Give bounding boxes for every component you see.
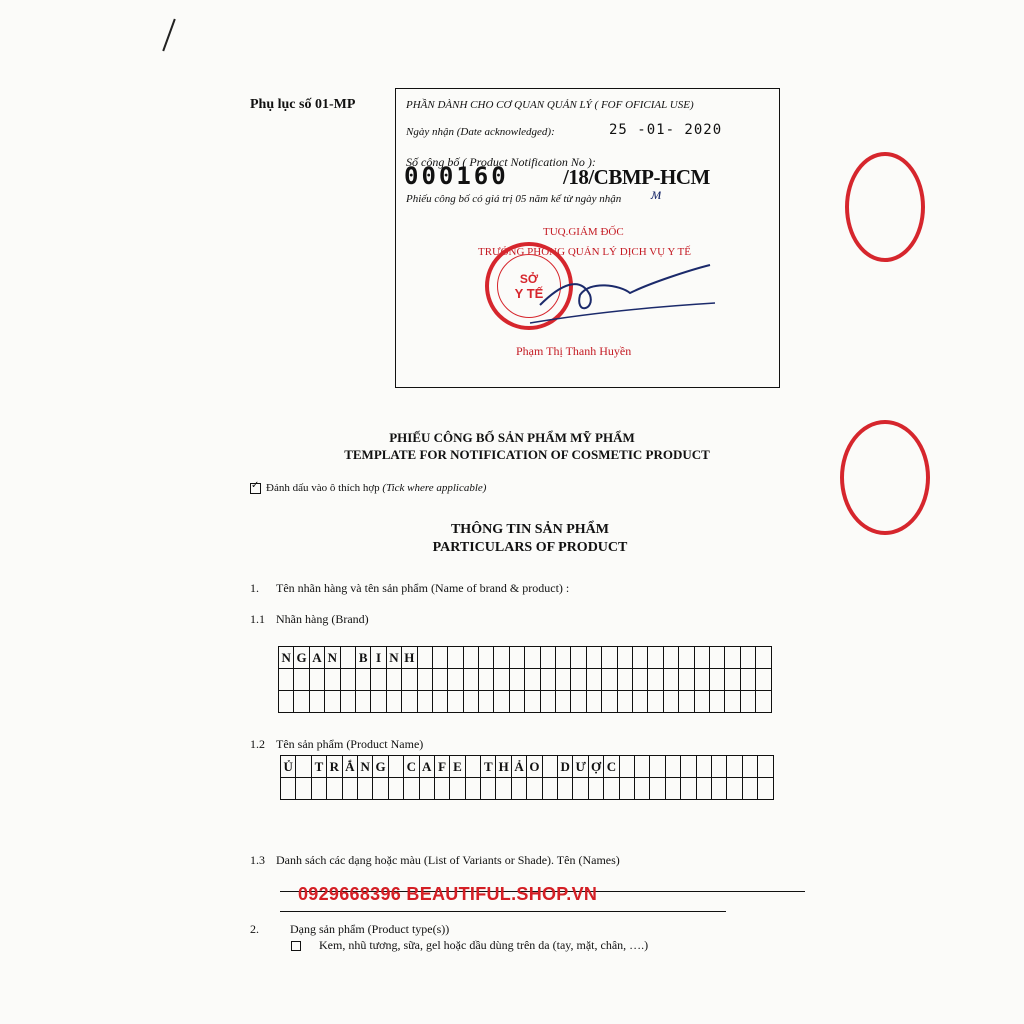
grid-cell: Ủ bbox=[281, 756, 296, 778]
grid-cell bbox=[309, 669, 324, 691]
grid-cell bbox=[463, 669, 478, 691]
grid-cell: R bbox=[327, 756, 342, 778]
item-number: 1.3 bbox=[250, 853, 265, 867]
grid-cell bbox=[294, 691, 309, 713]
side-stamp-top bbox=[845, 152, 925, 262]
grid-cell bbox=[479, 647, 494, 669]
grid-cell bbox=[355, 669, 370, 691]
grid-cell bbox=[509, 691, 524, 713]
form-title-vn: PHIẾU CÔNG BỐ SẢN PHẨM MỸ PHẨM bbox=[389, 430, 635, 445]
grid-cell bbox=[542, 778, 557, 800]
grid-cell bbox=[448, 691, 463, 713]
grid-cell bbox=[496, 778, 511, 800]
grid-cell: G bbox=[294, 647, 309, 669]
notification-number-label: Số công bố ( Product Notification No ): bbox=[406, 155, 596, 169]
grid-cell bbox=[402, 669, 417, 691]
grid-cell bbox=[725, 647, 740, 669]
grid-cell bbox=[742, 778, 757, 800]
tick-note-en: (Tick where applicable) bbox=[382, 482, 487, 494]
item-label: Dạng sản phẩm (Product type(s)) bbox=[290, 922, 450, 936]
stamp-text-2: Y TẾ bbox=[514, 285, 544, 301]
grid-cell bbox=[402, 691, 417, 713]
grid-cell bbox=[586, 647, 601, 669]
grid-cell bbox=[727, 778, 742, 800]
grid-cell bbox=[758, 756, 773, 778]
grid-cell: D bbox=[558, 756, 573, 778]
grid-cell: Ư bbox=[573, 756, 588, 778]
grid-cell bbox=[586, 691, 601, 713]
grid-cell: G bbox=[373, 756, 388, 778]
grid-cell bbox=[511, 778, 526, 800]
grid-cell bbox=[327, 778, 342, 800]
grid-cell bbox=[417, 691, 432, 713]
brand-grid bbox=[278, 646, 772, 713]
grid-cell bbox=[619, 756, 634, 778]
grid-cell bbox=[709, 669, 724, 691]
product-type-option-1 bbox=[291, 938, 648, 953]
grid-cell bbox=[388, 778, 403, 800]
grid-cell bbox=[709, 647, 724, 669]
grid-cell: N bbox=[279, 647, 294, 669]
grid-cell: H bbox=[402, 647, 417, 669]
grid-cell bbox=[311, 778, 326, 800]
grid-cell bbox=[634, 756, 649, 778]
checked-box-icon bbox=[250, 483, 261, 494]
grid-cell bbox=[665, 778, 680, 800]
option-label: Kem, nhũ tương, sữa, gel hoặc dầu dùng trên da (tay, mặt, chân, ….) bbox=[319, 938, 649, 952]
grid-cell bbox=[294, 669, 309, 691]
form-title-en: TEMPLATE FOR NOTIFICATION OF COSMETIC PRODUCT bbox=[344, 447, 710, 462]
grid-cell bbox=[681, 756, 696, 778]
grid-cell bbox=[558, 778, 573, 800]
grid-cell bbox=[279, 691, 294, 713]
grid-cell bbox=[432, 669, 447, 691]
checkbox-icon[interactable] bbox=[291, 941, 301, 951]
grid-cell bbox=[386, 669, 401, 691]
grid-cell: F bbox=[434, 756, 449, 778]
validity-note: Phiếu công bố có giá trị 05 năm kể từ ngày nhận bbox=[406, 193, 622, 205]
grid-cell bbox=[696, 756, 711, 778]
grid-cell bbox=[494, 691, 509, 713]
office-title: TRƯỞNG PHÒNG QUẢN LÝ DỊCH VỤ Y TẾ bbox=[478, 246, 691, 258]
grid-cell bbox=[694, 669, 709, 691]
grid-cell bbox=[463, 691, 478, 713]
grid-cell bbox=[481, 778, 496, 800]
item-1-2 bbox=[250, 737, 423, 752]
grid-cell bbox=[357, 778, 372, 800]
grid-cell bbox=[725, 691, 740, 713]
signature-scribble bbox=[470, 255, 720, 335]
grid-cell bbox=[742, 756, 757, 778]
grid-cell bbox=[525, 669, 540, 691]
grid-cell bbox=[342, 778, 357, 800]
grid-cell bbox=[665, 756, 680, 778]
tick-note-vn: Đánh dấu vào ô thích hợp bbox=[266, 482, 380, 494]
grid-cell bbox=[709, 691, 724, 713]
grid-cell bbox=[434, 778, 449, 800]
grid-cell bbox=[650, 778, 665, 800]
grid-cell: C bbox=[604, 756, 619, 778]
variants-line-2 bbox=[280, 911, 726, 912]
grid-cell: O bbox=[527, 756, 542, 778]
grid-cell: Ắ bbox=[342, 756, 357, 778]
grid-cell bbox=[448, 669, 463, 691]
grid-cell bbox=[527, 778, 542, 800]
grid-cell bbox=[725, 669, 740, 691]
grid-cell bbox=[309, 691, 324, 713]
grid-cell bbox=[756, 647, 771, 669]
item-label: Tên nhãn hàng và tên sản phẩm (Name of brand & product) : bbox=[276, 581, 570, 595]
grid-cell bbox=[696, 778, 711, 800]
grid-row bbox=[281, 756, 774, 778]
grid-cell: T bbox=[311, 756, 326, 778]
grid-cell: Ả bbox=[511, 756, 526, 778]
grid-cell: A bbox=[419, 756, 434, 778]
date-acknowledged-label: Ngày nhận (Date acknowledged): bbox=[406, 126, 555, 138]
grid-cell bbox=[540, 691, 555, 713]
grid-cell bbox=[727, 756, 742, 778]
item-number: 1.1 bbox=[250, 612, 265, 626]
grid-cell bbox=[525, 691, 540, 713]
grid-cell bbox=[494, 669, 509, 691]
grid-row bbox=[281, 778, 774, 800]
grid-cell bbox=[340, 691, 355, 713]
grid-cell bbox=[711, 756, 726, 778]
grid-cell: T bbox=[481, 756, 496, 778]
grid-cell bbox=[634, 778, 649, 800]
grid-cell: H bbox=[496, 756, 511, 778]
grid-cell bbox=[617, 647, 632, 669]
grid-cell bbox=[632, 647, 647, 669]
date-acknowledged-value: 25 -01- 2020 bbox=[609, 122, 723, 138]
grid-cell bbox=[340, 647, 355, 669]
item-label: Danh sách các dạng hoặc màu (List of Variants or Shade). Tên (Names) bbox=[276, 853, 620, 867]
grid-cell bbox=[602, 691, 617, 713]
grid-cell bbox=[602, 669, 617, 691]
grid-cell bbox=[648, 669, 663, 691]
grid-cell bbox=[571, 647, 586, 669]
grid-cell bbox=[694, 691, 709, 713]
grid-cell bbox=[663, 691, 678, 713]
grid-cell bbox=[756, 691, 771, 713]
grid-cell bbox=[419, 778, 434, 800]
initial-signature: ᴍ bbox=[651, 186, 661, 203]
item-label: Tên sản phẩm (Product Name) bbox=[276, 737, 424, 751]
item-number: 2. bbox=[250, 922, 259, 936]
stamp-text-1: SỞ bbox=[519, 271, 539, 286]
item-1-3 bbox=[250, 853, 620, 868]
grid-cell bbox=[648, 647, 663, 669]
grid-cell bbox=[679, 647, 694, 669]
grid-cell bbox=[740, 691, 755, 713]
grid-cell bbox=[711, 778, 726, 800]
grid-cell bbox=[617, 691, 632, 713]
grid-cell bbox=[404, 778, 419, 800]
grid-cell bbox=[525, 647, 540, 669]
item-label: Nhãn hàng (Brand) bbox=[276, 612, 369, 626]
grid-cell bbox=[542, 756, 557, 778]
item-1-1 bbox=[250, 612, 369, 627]
grid-cell bbox=[556, 691, 571, 713]
deputy-title: TUQ.GIÁM ĐỐC bbox=[543, 226, 624, 238]
grid-cell bbox=[479, 669, 494, 691]
grid-cell bbox=[281, 778, 296, 800]
grid-cell bbox=[663, 669, 678, 691]
grid-cell bbox=[296, 778, 311, 800]
grid-cell bbox=[650, 756, 665, 778]
notification-number: 000160 bbox=[404, 162, 509, 190]
product-name-grid bbox=[280, 755, 774, 800]
grid-cell: N bbox=[357, 756, 372, 778]
grid-cell: E bbox=[450, 756, 465, 778]
grid-cell bbox=[694, 647, 709, 669]
grid-cell bbox=[540, 647, 555, 669]
grid-cell bbox=[758, 778, 773, 800]
item-2 bbox=[250, 922, 449, 937]
grid-cell bbox=[632, 691, 647, 713]
section-title-vn: THÔNG TIN SẢN PHẨM bbox=[450, 522, 610, 537]
grid-cell bbox=[373, 778, 388, 800]
grid-cell: Ợ bbox=[588, 756, 603, 778]
grid-cell bbox=[588, 778, 603, 800]
grid-row bbox=[279, 691, 772, 713]
grid-cell bbox=[325, 669, 340, 691]
grid-cell: A bbox=[309, 647, 324, 669]
tick-note bbox=[250, 482, 486, 494]
grid-row bbox=[279, 669, 772, 691]
grid-cell bbox=[602, 647, 617, 669]
grid-cell bbox=[573, 778, 588, 800]
grid-cell bbox=[463, 647, 478, 669]
grid-cell bbox=[740, 647, 755, 669]
grid-cell bbox=[617, 669, 632, 691]
appendix-label: Phụ lục số 01-MP bbox=[250, 97, 356, 112]
grid-cell bbox=[479, 691, 494, 713]
grid-cell bbox=[465, 756, 480, 778]
grid-cell bbox=[465, 778, 480, 800]
grid-cell bbox=[388, 756, 403, 778]
grid-cell bbox=[371, 669, 386, 691]
grid-cell bbox=[756, 669, 771, 691]
item-number: 1. bbox=[250, 581, 259, 595]
section-title-en: PARTICULARS OF PRODUCT bbox=[432, 540, 628, 555]
official-use-box bbox=[395, 88, 780, 388]
grid-cell bbox=[509, 669, 524, 691]
grid-cell bbox=[648, 691, 663, 713]
grid-cell bbox=[556, 647, 571, 669]
grid-cell bbox=[340, 669, 355, 691]
grid-cell bbox=[450, 778, 465, 800]
grid-cell: N bbox=[325, 647, 340, 669]
item-number: 1.2 bbox=[250, 737, 265, 751]
grid-cell bbox=[371, 691, 386, 713]
grid-cell bbox=[571, 691, 586, 713]
signer-name: Phạm Thị Thanh Huyền bbox=[516, 344, 632, 358]
grid-cell bbox=[632, 669, 647, 691]
grid-cell bbox=[681, 778, 696, 800]
grid-cell bbox=[556, 669, 571, 691]
grid-cell bbox=[417, 669, 432, 691]
grid-cell bbox=[679, 691, 694, 713]
grid-cell: C bbox=[404, 756, 419, 778]
grid-cell bbox=[432, 691, 447, 713]
grid-cell bbox=[509, 647, 524, 669]
grid-cell bbox=[355, 691, 370, 713]
grid-cell bbox=[679, 669, 694, 691]
grid-cell: N bbox=[386, 647, 401, 669]
grid-cell bbox=[386, 691, 401, 713]
official-use-title: PHẦN DÀNH CHO CƠ QUAN QUẢN LÝ ( FOF OFICIAL USE) bbox=[406, 99, 694, 111]
grid-cell bbox=[604, 778, 619, 800]
grid-cell bbox=[571, 669, 586, 691]
grid-cell bbox=[279, 669, 294, 691]
notification-number-suffix: /18/CBMP-HCM bbox=[563, 165, 710, 189]
grid-row bbox=[279, 647, 772, 669]
shop-watermark: 0929668396 BEAUTIFUL.SHOP.VN bbox=[298, 884, 598, 904]
grid-cell bbox=[296, 756, 311, 778]
grid-cell bbox=[740, 669, 755, 691]
grid-cell bbox=[417, 647, 432, 669]
item-1 bbox=[250, 581, 569, 596]
grid-cell bbox=[619, 778, 634, 800]
grid-cell bbox=[432, 647, 447, 669]
grid-cell bbox=[494, 647, 509, 669]
grid-cell: I bbox=[371, 647, 386, 669]
grid-cell bbox=[325, 691, 340, 713]
grid-cell bbox=[540, 669, 555, 691]
grid-cell bbox=[663, 647, 678, 669]
pen-mark bbox=[162, 19, 176, 52]
grid-cell bbox=[586, 669, 601, 691]
grid-cell bbox=[448, 647, 463, 669]
grid-cell: B bbox=[355, 647, 370, 669]
